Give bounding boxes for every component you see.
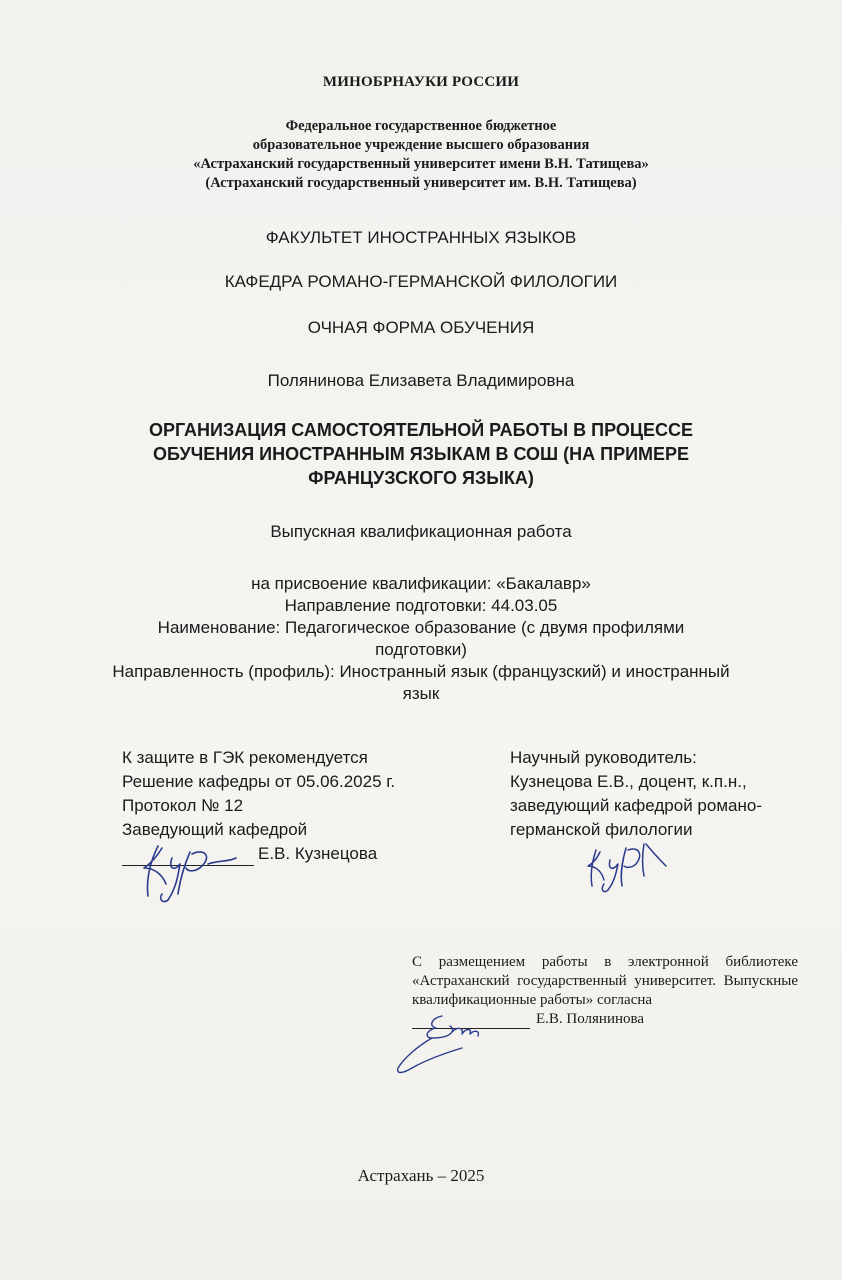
supervisor-line: германской филологии bbox=[510, 820, 693, 839]
institution-block bbox=[0, 117, 842, 193]
qualification-line: Наименование: Педагогическое образование (с двумя профилями bbox=[157, 618, 685, 637]
qualification-line: Направленность (профиль): Иностранный язык (французский) и иностранный bbox=[112, 662, 730, 681]
supervisor-line: Кузнецова Е.В., доцент, к.п.н., bbox=[510, 772, 747, 791]
consent-signer-name: Е.В. Полянинова bbox=[536, 1011, 645, 1027]
head-signer-name: Е.В. Кузнецова bbox=[258, 844, 378, 863]
defense-line: Заведующий кафедрой bbox=[122, 820, 308, 839]
supervisor-line: заведующий кафедрой романо- bbox=[510, 796, 762, 815]
thesis-title-line: ОРГАНИЗАЦИЯ САМОСТОЯТЕЛЬНОЙ РАБОТЫ В ПРОЦЕССЕ bbox=[148, 420, 693, 440]
qualification-line: подготовки) bbox=[375, 640, 467, 659]
department-name: КАФЕДРА РОМАНО-ГЕРМАНСКОЙ ФИЛОЛОГИИ bbox=[224, 272, 618, 291]
city-year: Астрахань – 2025 bbox=[357, 1166, 485, 1185]
work-type: Выпускная квалификационная работа bbox=[270, 522, 572, 541]
author-name: Полянинова Елизавета Владимировна bbox=[267, 371, 575, 390]
qualification-block bbox=[0, 573, 842, 705]
defense-line: К защите в ГЭК рекомендуется bbox=[122, 748, 368, 767]
supervisor-block bbox=[510, 746, 762, 842]
qualification-line: на присвоение квалификации: «Бакалавр» bbox=[251, 574, 591, 593]
institution-line: образовательное учреждение высшего образования bbox=[252, 137, 590, 153]
defense-line: Протокол № 12 bbox=[122, 796, 244, 815]
handwritten-signature-head bbox=[132, 834, 242, 906]
faculty-name: ФАКУЛЬТЕТ ИНОСТРАННЫХ ЯЗЫКОВ bbox=[265, 228, 577, 247]
thesis-title-line: ФРАНЦУЗСКОГО ЯЗЫКА) bbox=[308, 468, 534, 488]
ministry-header: МИНОБРНАУКИ РОССИИ bbox=[322, 74, 520, 90]
handwritten-signature-supervisor bbox=[582, 836, 672, 896]
qualification-line: Направление подготовки: 44.03.05 bbox=[284, 596, 558, 615]
institution-line: (Астраханский государственный университет им. В.Н. Татищева) bbox=[205, 175, 637, 191]
thesis-title bbox=[0, 418, 842, 490]
consent-text: С размещением работы в электронной библиотеке «Астраханский государственный университет. Выпускные квалификационные работы» согласна bbox=[412, 954, 798, 1008]
institution-line: Федеральное государственное бюджетное bbox=[285, 118, 557, 134]
thesis-title-line: ОБУЧЕНИЯ ИНОСТРАННЫМ ЯЗЫКАМ В СОШ (НА ПРИМЕРЕ bbox=[152, 444, 690, 464]
qualification-line: язык bbox=[402, 684, 440, 703]
study-form: ОЧНАЯ ФОРМА ОБУЧЕНИЯ bbox=[307, 318, 535, 337]
supervisor-line: Научный руководитель: bbox=[510, 748, 697, 767]
handwritten-signature-student bbox=[392, 1008, 502, 1078]
institution-line: «Астраханский государственный университет имени В.Н. Татищева» bbox=[193, 156, 649, 172]
defense-line: Решение кафедры от 05.06.2025 г. bbox=[122, 772, 396, 791]
